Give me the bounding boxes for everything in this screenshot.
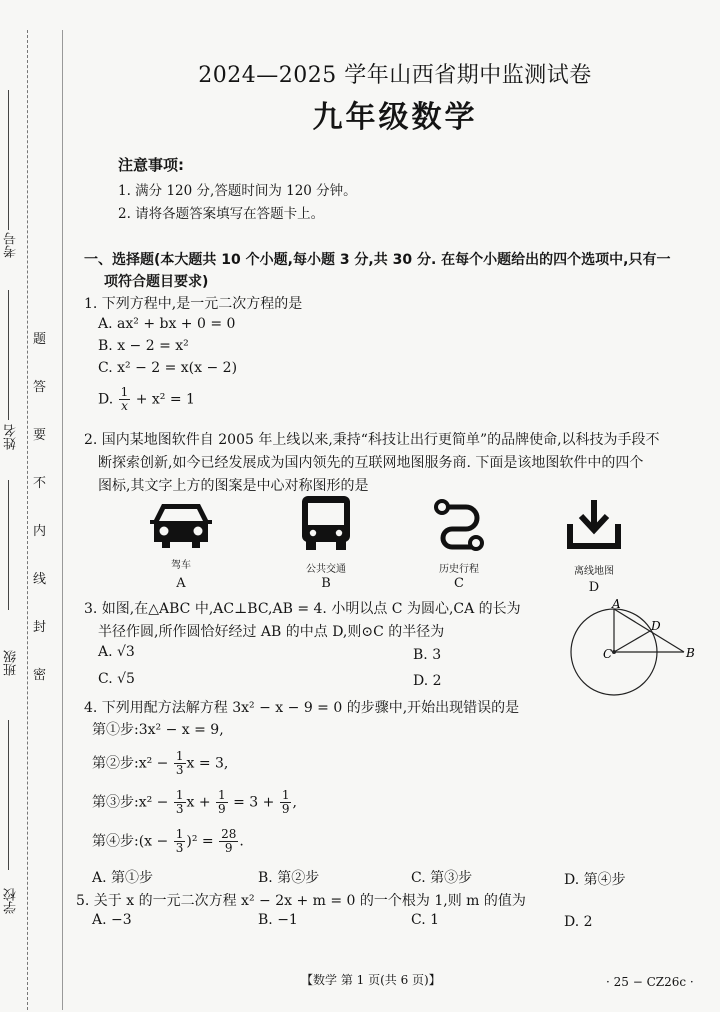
icon-caption: 公共交通 (306, 564, 346, 575)
exam-subject: 九年级数学 (312, 100, 478, 135)
icon-letter: B (321, 576, 331, 591)
route-icon (432, 498, 486, 552)
fig-label-d: D (651, 619, 661, 633)
binding-solid-line (62, 30, 63, 1010)
seal-char: 封 (33, 620, 47, 635)
q1-option-a: A. ax² + bx + 0 = 0 (98, 316, 236, 332)
icon-caption: 离线地图 (574, 566, 614, 577)
q4-option-a: A. 第①步 (92, 870, 154, 886)
q3-option-b: B. 3 (413, 647, 442, 663)
notes-item: 1. 满分 120 分,答题时间为 120 分钟。 (118, 183, 357, 199)
xuexiao-blank (8, 720, 9, 870)
q2-line3: 图标,其文字上方的图案是中心对称图形的是 (98, 478, 369, 494)
q1-option-d: D. $\frac{1}{x}$ + x² = 1 (98, 385, 195, 413)
q3-line1: 3. 如图,在△ABC 中,AC⊥BC,AB = 4. 小明以点 C 为圆心,CA 的长为 (84, 601, 521, 617)
seal-char: 题 (33, 332, 47, 347)
download-icon (565, 496, 623, 552)
q1-option-b: B. x − 2 = x² (98, 338, 189, 354)
icon-letter: D (588, 580, 600, 595)
q4-step1: 第①步:3x² − x = 9, (92, 722, 224, 738)
q4-option-b: B. 第②步 (258, 870, 320, 886)
binding-dashed-line (27, 30, 28, 1010)
section-heading: 一、选择题(本大题共 10 个小题,每小题 3 分,共 30 分. 在每个小题给出的四个选项中,只有一 (84, 252, 671, 268)
seal-char: 不 (33, 476, 47, 491)
seal-char: 要 (33, 428, 47, 443)
fig-label-b: B (686, 646, 695, 660)
section-heading-cont: 项符合题目要求) (104, 274, 209, 290)
seal-char: 内 (33, 524, 47, 539)
q4-option-d: D. 第④步 (564, 872, 626, 888)
banji-label: 班级 (4, 650, 19, 676)
q1-stem: 1. 下列方程中,是一元二次方程的是 (84, 296, 303, 312)
q4-step4: 第④步:(x − $\frac{1}{3}$ )² = $\frac{28}{9}$ . (92, 827, 244, 855)
bus-icon (298, 494, 354, 552)
page-footer: 【数学 第 1 页(共 6 页)】 (301, 973, 441, 987)
q1-option-c: C. x² − 2 = x(x − 2) (98, 360, 238, 376)
exam-title: 2024—2025 学年山西省期中监测试卷 (198, 63, 592, 88)
q3-figure (562, 596, 702, 704)
kaohao-label: 考号 (4, 232, 19, 258)
q3-option-c: C. √5 (98, 671, 135, 687)
icon-letter: C (454, 576, 464, 591)
q2-line1: 2. 国内某地图软件自 2005 年上线以来,秉持“科技让出行更简单”的品牌使命,以科技为手段不 (84, 432, 660, 448)
q4-step2: 第②步:x² − $\frac{1}{3}$ x = 3, (92, 749, 229, 777)
q2-line2: 断探索创新,如今已经发展成为国内领先的互联网地图服务商. 下面是该地图软件中的四个 (98, 455, 644, 471)
q5-option-c: C. 1 (411, 912, 440, 928)
notes-heading: 注意事项: (118, 156, 184, 174)
q3-line2: 半径作圆,所作圆恰好经过 AB 的中点 D,则⊙C 的半径为 (98, 624, 445, 640)
notes-item: 2. 请将各题答案填写在答题卡上。 (118, 206, 325, 222)
icon-letter: A (176, 576, 186, 591)
icon-caption: 历史行程 (439, 564, 479, 575)
q4-stem: 4. 下列用配方法解方程 3x² − x − 9 = 0 的步骤中,开始出现错误的是 (84, 700, 520, 716)
seal-char: 线 (33, 572, 47, 587)
q4-step3: 第③步:x² − $\frac{1}{3}$ x + $\frac{1}{9}$ = 3 + $\frac{1}{9}$ , (92, 788, 297, 816)
q5-option-b: B. −1 (258, 912, 298, 928)
seal-char: 密 (33, 668, 47, 683)
banji-blank (8, 480, 9, 610)
xuexiao-label: 学校 (4, 888, 19, 914)
q4-option-c: C. 第③步 (411, 870, 473, 886)
q3-option-a: A. √3 (98, 644, 135, 660)
q5-option-d: D. 2 (564, 914, 593, 930)
fig-label-a: A (612, 597, 621, 611)
q5-option-a: A. −3 (92, 912, 132, 928)
fig-label-c: C (603, 647, 613, 661)
page-code: · 25 − CZ26c · (606, 975, 694, 989)
xingming-label: 姓名 (4, 424, 19, 450)
icon-caption: 驾车 (171, 560, 191, 571)
q3-option-d: D. 2 (413, 673, 442, 689)
xingming-blank (8, 290, 9, 420)
seal-char: 答 (33, 380, 47, 395)
q5-stem: 5. 关于 x 的一元二次方程 x² − 2x + m = 0 的一个根为 1,则 m 的值为 (76, 893, 526, 909)
car-icon (148, 498, 214, 550)
